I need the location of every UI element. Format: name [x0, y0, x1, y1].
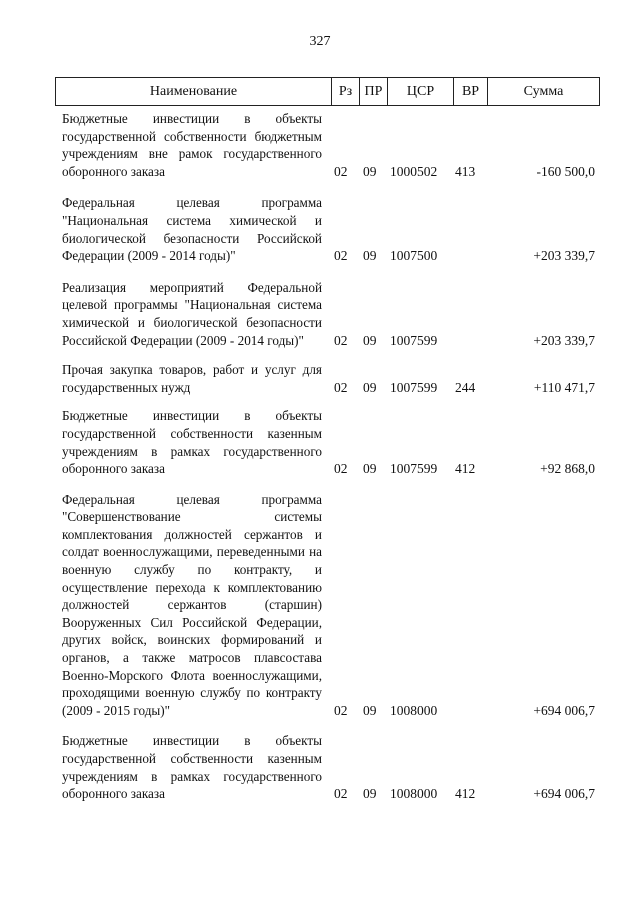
row-pr: 09 [363, 332, 377, 348]
row-vr: 244 [455, 379, 476, 395]
row-name: Федеральная целевая программа "Совершенствование системы комплектования должностей сержантов и солдат военнослужащими, переведенными на военную службу по контракту, и осуществление перехода к комплектованию должностей сержантов (старшин) Вооруженных Сил Российской Федерации, других войск, воинских формирований и органов, а также матросов плавсостава Военно-Морского Флота военнослужащими, проходящими военную службу по контракту (2009 - 2015 годы)" [62, 491, 322, 718]
row-name: Федеральная целевая программа "Национальная система химической и биологической безопасности Российской Федерации (2009 - 2014 годы)" [62, 195, 322, 264]
row-pr: 09 [363, 702, 377, 718]
row-name: Реализация мероприятий Федеральной целевой программы "Национальная система химической и биологической безопасности Российской Федерации (2009 - 2014 годы)" [62, 279, 322, 348]
row-name: Бюджетные инвестиции в объекты государственной собственности казенным учреждениям в рамках государственного оборонного заказа [62, 733, 322, 802]
row-pr: 09 [363, 786, 377, 802]
table-body [0, 110, 640, 803]
row-csr: 1007500 [390, 248, 438, 264]
table-row [0, 279, 640, 349]
table-header [55, 77, 600, 106]
row-pr: 09 [363, 379, 377, 395]
row-sum: +92 868,0 [540, 461, 595, 477]
row-csr: 1008000 [390, 786, 438, 802]
header-pr: ПР [360, 78, 388, 105]
table-row [0, 194, 640, 264]
row-rz: 02 [334, 248, 348, 264]
row-rz: 02 [334, 332, 348, 348]
header-vr: ВР [454, 78, 488, 105]
row-name: Прочая закупка товаров, работ и услуг для государственных нужд [62, 362, 322, 395]
row-csr: 1008000 [390, 702, 438, 718]
table-row [0, 732, 640, 802]
row-rz: 02 [334, 702, 348, 718]
row-rz: 02 [334, 461, 348, 477]
header-sum: Сумма [523, 84, 564, 99]
row-pr: 09 [363, 248, 377, 264]
page-number: 327 [309, 34, 331, 49]
row-sum: +203 339,7 [533, 332, 595, 348]
row-vr: 412 [455, 461, 476, 477]
row-vr: 413 [455, 163, 476, 179]
row-csr: 1007599 [390, 379, 438, 395]
row-sum: +110 471,7 [533, 379, 595, 395]
row-vr: 412 [455, 786, 476, 802]
table-row [0, 110, 640, 180]
row-rz: 02 [334, 379, 348, 395]
row-csr: 1007599 [390, 461, 438, 477]
header-csr: ЦСР [388, 78, 454, 105]
row-sum: -160 500,0 [536, 163, 595, 179]
row-pr: 09 [363, 163, 377, 179]
row-csr: 1000502 [390, 163, 438, 179]
row-pr: 09 [363, 461, 377, 477]
table-row [0, 407, 640, 477]
row-csr: 1007599 [390, 332, 438, 348]
header-rz: Рз [332, 78, 360, 105]
row-sum: +694 006,7 [533, 702, 595, 718]
row-name: Бюджетные инвестиции в объекты государственной собственности бюджетным учреждениям вне рамок государственного оборонного заказа [62, 111, 322, 179]
header-name: Наименование [56, 78, 332, 105]
table-row [0, 491, 640, 720]
row-sum: +203 339,7 [533, 248, 595, 264]
row-sum: +694 006,7 [533, 786, 595, 802]
row-rz: 02 [334, 163, 348, 179]
row-rz: 02 [334, 786, 348, 802]
row-name: Бюджетные инвестиции в объекты государственной собственности казенным учреждениям в рамках государственного оборонного заказа [62, 408, 322, 477]
table-row [0, 361, 640, 396]
